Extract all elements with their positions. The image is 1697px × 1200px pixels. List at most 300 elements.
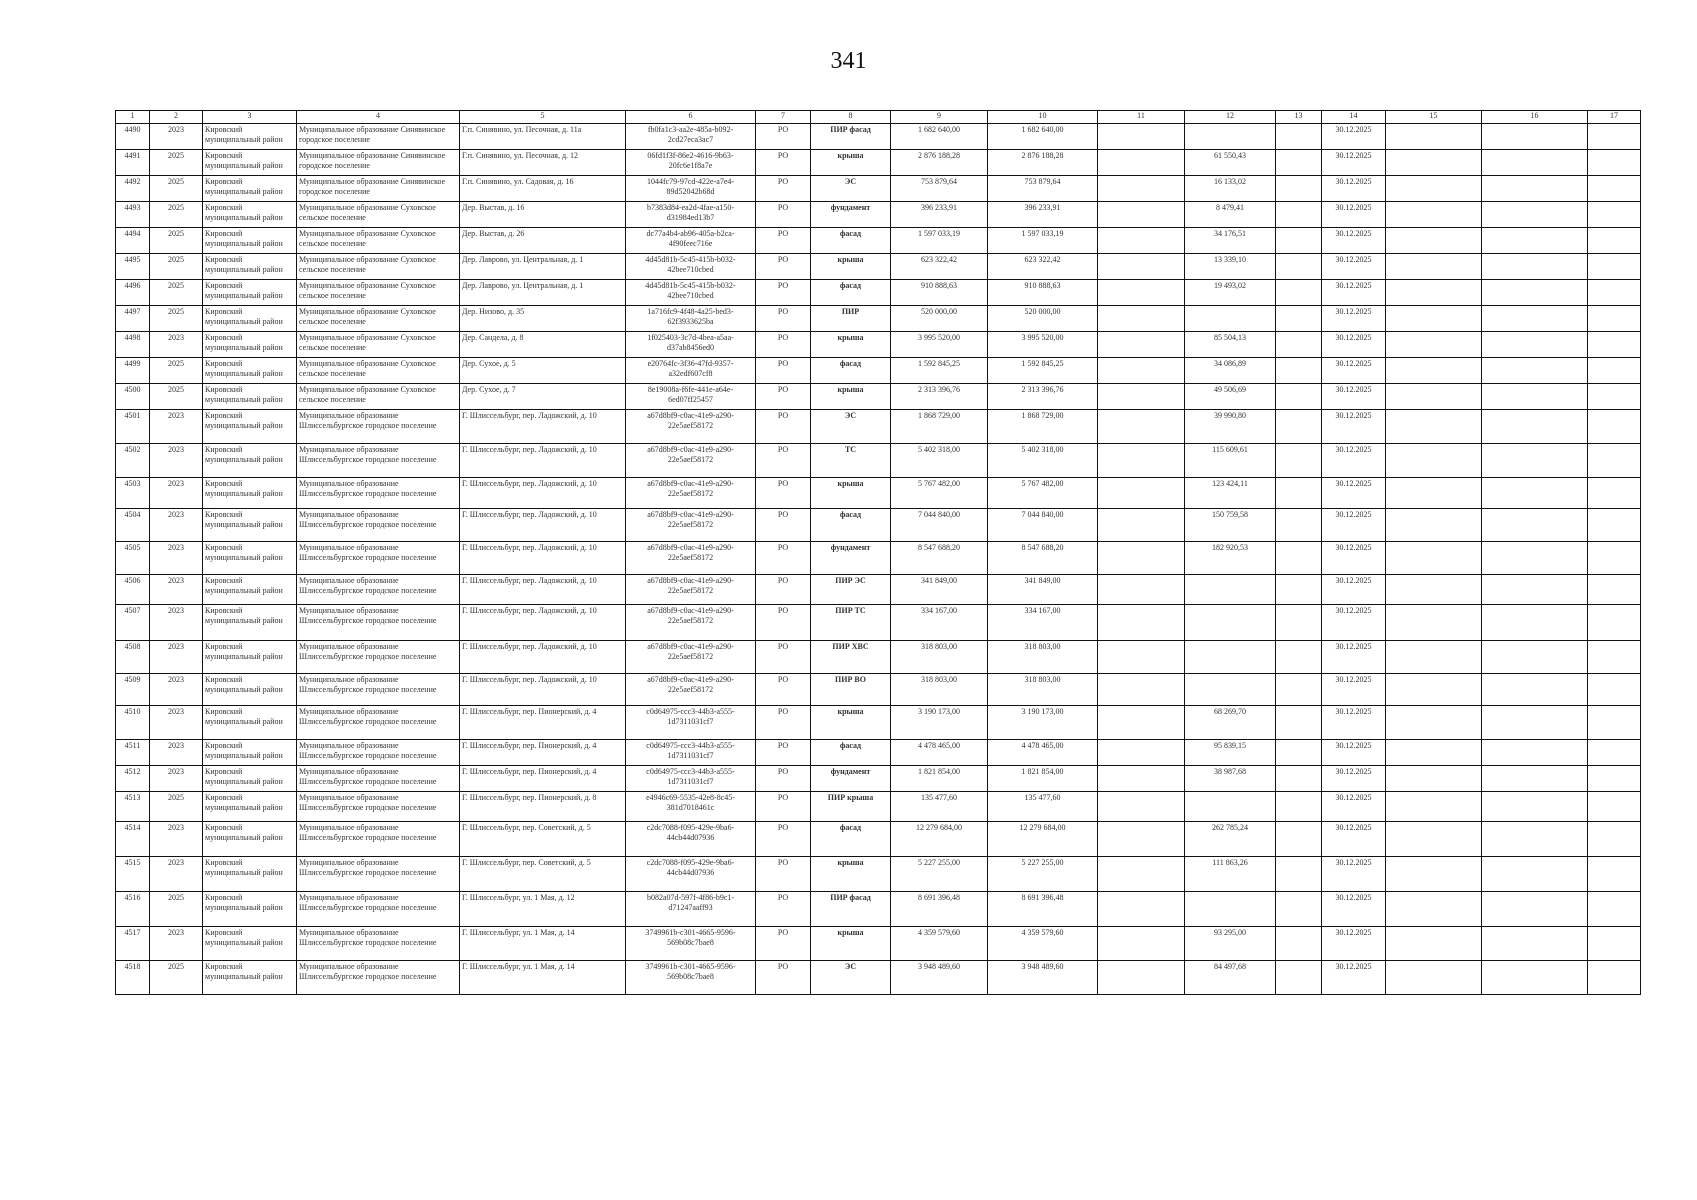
- cell-cost: 1 868 729,00: [891, 410, 988, 444]
- cell-col-16: [1482, 202, 1588, 228]
- cell-municipality: Муниципальное образование Шлиссельбургское городское поселение: [297, 740, 460, 766]
- cell-col-12: [1185, 674, 1276, 706]
- cell-work-type: фундамент: [811, 766, 891, 792]
- cell-cost: 3 995 520,00: [891, 332, 988, 358]
- cell-work-type: крыша: [811, 254, 891, 280]
- cell-cost-fund: 1 592 845,25: [988, 358, 1098, 384]
- cell-col-15: [1386, 384, 1482, 410]
- column-header: 17: [1588, 111, 1641, 124]
- cell-number: 4492: [116, 176, 150, 202]
- cell-number: 4506: [116, 575, 150, 605]
- cell-year: 2023: [150, 822, 203, 857]
- cell-address: Г. Шлиссельбург, ул. 1 Мая, д. 14: [460, 961, 626, 995]
- cell-work-type: ЭС: [811, 410, 891, 444]
- cell-work-type: фундамент: [811, 202, 891, 228]
- cell-cost-fund: 318 803,00: [988, 674, 1098, 706]
- cell-col-15: [1386, 641, 1482, 674]
- cell-district: Кировский муниципальный район: [203, 410, 297, 444]
- cell-deadline: 30.12.2025: [1322, 306, 1386, 332]
- cell-municipality: Муниципальное образование Шлиссельбургское городское поселение: [297, 641, 460, 674]
- table-row: [116, 822, 1641, 857]
- cell-district: Кировский муниципальный район: [203, 641, 297, 674]
- cell-col-16: [1482, 444, 1588, 478]
- cell-address: Г. Шлиссельбург, ул. 1 Мая, д. 14: [460, 927, 626, 961]
- cell-municipality: Муниципальное образование Синявинское городское поселение: [297, 150, 460, 176]
- column-header: 12: [1185, 111, 1276, 124]
- table-row: [116, 706, 1641, 740]
- cell-address: Г.п. Синявино, ул. Садовая, д. 16: [460, 176, 626, 202]
- cell-cost-fund: 341 849,00: [988, 575, 1098, 605]
- cell-address: Г. Шлиссельбург, пер. Ладожский, д. 10: [460, 509, 626, 542]
- cell-col-12: 34 176,51: [1185, 228, 1276, 254]
- cell-col-13: [1276, 641, 1322, 674]
- cell-source: РО: [756, 857, 811, 892]
- cell-deadline: 30.12.2025: [1322, 254, 1386, 280]
- cell-address: Дер. Сандела, д. 8: [460, 332, 626, 358]
- cell-col-15: [1386, 892, 1482, 927]
- cell-col-13: [1276, 792, 1322, 822]
- cell-house-guid: dc77a4b4-ab96-405a-b2ca-4f90feec716e: [626, 228, 756, 254]
- cell-house-guid: e4946c69-5535-42e8-8c45-381d7018461c: [626, 792, 756, 822]
- cell-col-12: [1185, 124, 1276, 150]
- cell-district: Кировский муниципальный район: [203, 358, 297, 384]
- cell-source: РО: [756, 306, 811, 332]
- cell-work-type: крыша: [811, 384, 891, 410]
- cell-deadline: 30.12.2025: [1322, 822, 1386, 857]
- cell-col-13: [1276, 740, 1322, 766]
- cell-source: РО: [756, 478, 811, 509]
- column-header: 4: [297, 111, 460, 124]
- cell-cost: 12 279 684,00: [891, 822, 988, 857]
- cell-source: РО: [756, 605, 811, 641]
- cell-col-15: [1386, 792, 1482, 822]
- cell-col-17: [1588, 150, 1641, 176]
- cell-house-guid: c0d64975-ccc3-44b3-a555-1d7311031cf7: [626, 740, 756, 766]
- cell-number: 4513: [116, 792, 150, 822]
- cell-district: Кировский муниципальный район: [203, 822, 297, 857]
- cell-cost-fund: 520 000,00: [988, 306, 1098, 332]
- column-header: 10: [988, 111, 1098, 124]
- cell-year: 2025: [150, 961, 203, 995]
- cell-source: РО: [756, 176, 811, 202]
- cell-col-16: [1482, 228, 1588, 254]
- cell-cost-fund: 1 821 854,00: [988, 766, 1098, 792]
- cell-col-17: [1588, 792, 1641, 822]
- cell-house-guid: 8e19008a-f6fe-441e-a64e-6ed07ff25457: [626, 384, 756, 410]
- cell-col-13: [1276, 306, 1322, 332]
- cell-work-type: ПИР крыша: [811, 792, 891, 822]
- cell-col-17: [1588, 478, 1641, 509]
- cell-col-11: [1098, 641, 1185, 674]
- cell-col-13: [1276, 542, 1322, 575]
- cell-district: Кировский муниципальный район: [203, 575, 297, 605]
- cell-col-12: [1185, 575, 1276, 605]
- cell-address: Г. Шлиссельбург, ул. 1 Мая, д. 12: [460, 892, 626, 927]
- cell-col-13: [1276, 444, 1322, 478]
- cell-col-15: [1386, 605, 1482, 641]
- cell-cost-fund: 7 044 840,00: [988, 509, 1098, 542]
- cell-municipality: Муниципальное образование Шлиссельбургское городское поселение: [297, 674, 460, 706]
- cell-cost: 5 227 255,00: [891, 857, 988, 892]
- cell-col-17: [1588, 641, 1641, 674]
- table-row: [116, 766, 1641, 792]
- cell-col-13: [1276, 892, 1322, 927]
- cell-cost-fund: 5 767 482,00: [988, 478, 1098, 509]
- cell-house-guid: 4d45d81b-5c45-415b-b032-42bee710cbed: [626, 280, 756, 306]
- cell-col-13: [1276, 254, 1322, 280]
- cell-year: 2023: [150, 478, 203, 509]
- cell-source: РО: [756, 509, 811, 542]
- cell-col-13: [1276, 150, 1322, 176]
- cell-work-type: фасад: [811, 822, 891, 857]
- cell-cost-fund: 3 995 520,00: [988, 332, 1098, 358]
- column-header: 13: [1276, 111, 1322, 124]
- cell-address: Дер. Выстав, д. 16: [460, 202, 626, 228]
- column-header: 11: [1098, 111, 1185, 124]
- cell-col-12: 93 295,00: [1185, 927, 1276, 961]
- cell-cost: 341 849,00: [891, 575, 988, 605]
- cell-col-15: [1386, 306, 1482, 332]
- cell-col-17: [1588, 892, 1641, 927]
- cell-source: РО: [756, 927, 811, 961]
- cell-source: РО: [756, 892, 811, 927]
- cell-district: Кировский муниципальный район: [203, 605, 297, 641]
- cell-deadline: 30.12.2025: [1322, 792, 1386, 822]
- cell-district: Кировский муниципальный район: [203, 124, 297, 150]
- cell-col-12: 115 609,61: [1185, 444, 1276, 478]
- cell-district: Кировский муниципальный район: [203, 306, 297, 332]
- cell-municipality: Муниципальное образование Синявинское городское поселение: [297, 176, 460, 202]
- cell-col-17: [1588, 254, 1641, 280]
- cell-address: Дер. Выстав, д. 26: [460, 228, 626, 254]
- cell-col-11: [1098, 857, 1185, 892]
- column-header: 16: [1482, 111, 1588, 124]
- table-row: [116, 927, 1641, 961]
- cell-source: РО: [756, 444, 811, 478]
- cell-district: Кировский муниципальный район: [203, 332, 297, 358]
- cell-col-12: 34 086,89: [1185, 358, 1276, 384]
- cell-municipality: Муниципальное образование Суховское сельское поселение: [297, 280, 460, 306]
- cell-cost: 7 044 840,00: [891, 509, 988, 542]
- cell-deadline: 30.12.2025: [1322, 961, 1386, 995]
- cell-number: 4518: [116, 961, 150, 995]
- cell-district: Кировский муниципальный район: [203, 280, 297, 306]
- cell-number: 4509: [116, 674, 150, 706]
- cell-source: РО: [756, 961, 811, 995]
- cell-col-15: [1386, 444, 1482, 478]
- column-header: 14: [1322, 111, 1386, 124]
- cell-cost: 520 000,00: [891, 306, 988, 332]
- cell-address: Г. Шлиссельбург, пер. Ладожский, д. 10: [460, 410, 626, 444]
- cell-cost: 623 322,42: [891, 254, 988, 280]
- cell-year: 2023: [150, 332, 203, 358]
- cell-col-11: [1098, 444, 1185, 478]
- cell-deadline: 30.12.2025: [1322, 332, 1386, 358]
- cell-number: 4494: [116, 228, 150, 254]
- column-header: 3: [203, 111, 297, 124]
- cell-deadline: 30.12.2025: [1322, 176, 1386, 202]
- cell-col-15: [1386, 961, 1482, 995]
- cell-work-type: фундамент: [811, 542, 891, 575]
- cell-cost-fund: 753 879,64: [988, 176, 1098, 202]
- cell-col-17: [1588, 740, 1641, 766]
- cell-col-11: [1098, 766, 1185, 792]
- cell-col-16: [1482, 766, 1588, 792]
- cell-district: Кировский муниципальный район: [203, 792, 297, 822]
- cell-year: 2025: [150, 150, 203, 176]
- cell-address: Г. Шлиссельбург, пер. Советский, д. 5: [460, 857, 626, 892]
- cell-address: Дер. Низово, д. 35: [460, 306, 626, 332]
- cell-col-16: [1482, 254, 1588, 280]
- cell-col-16: [1482, 706, 1588, 740]
- cell-municipality: Муниципальное образование Шлиссельбургское городское поселение: [297, 857, 460, 892]
- cell-cost: 2 313 396,76: [891, 384, 988, 410]
- cell-col-17: [1588, 542, 1641, 575]
- column-header: 5: [460, 111, 626, 124]
- cell-cost-fund: 396 233,91: [988, 202, 1098, 228]
- cell-col-11: [1098, 202, 1185, 228]
- cell-number: 4515: [116, 857, 150, 892]
- cell-col-16: [1482, 857, 1588, 892]
- table-row: [116, 674, 1641, 706]
- cell-col-12: 49 506,69: [1185, 384, 1276, 410]
- cell-col-15: [1386, 706, 1482, 740]
- cell-col-15: [1386, 857, 1482, 892]
- cell-cost: 910 888,63: [891, 280, 988, 306]
- cell-source: РО: [756, 740, 811, 766]
- cell-municipality: Муниципальное образование Шлиссельбургское городское поселение: [297, 444, 460, 478]
- cell-district: Кировский муниципальный район: [203, 927, 297, 961]
- cell-col-17: [1588, 706, 1641, 740]
- cell-col-13: [1276, 384, 1322, 410]
- cell-number: 4512: [116, 766, 150, 792]
- cell-source: РО: [756, 150, 811, 176]
- cell-house-guid: a67d8bf9-c0ac-41e9-a290-22e5aef58172: [626, 444, 756, 478]
- cell-house-guid: b7383d84-ea2d-4fae-a150-d31984ed13b7: [626, 202, 756, 228]
- cell-source: РО: [756, 641, 811, 674]
- cell-source: РО: [756, 228, 811, 254]
- cell-number: 4493: [116, 202, 150, 228]
- cell-year: 2023: [150, 766, 203, 792]
- cell-year: 2023: [150, 605, 203, 641]
- cell-col-12: [1185, 605, 1276, 641]
- cell-col-15: [1386, 674, 1482, 706]
- cell-col-12: 13 339,10: [1185, 254, 1276, 280]
- cell-col-13: [1276, 674, 1322, 706]
- cell-source: РО: [756, 254, 811, 280]
- cell-year: 2023: [150, 410, 203, 444]
- header-row: [116, 111, 1641, 124]
- cell-number: 4516: [116, 892, 150, 927]
- cell-col-12: 262 785,24: [1185, 822, 1276, 857]
- cell-number: 4511: [116, 740, 150, 766]
- cell-year: 2025: [150, 176, 203, 202]
- cell-col-11: [1098, 542, 1185, 575]
- cell-col-15: [1386, 410, 1482, 444]
- cell-col-11: [1098, 124, 1185, 150]
- cell-col-16: [1482, 822, 1588, 857]
- cell-col-13: [1276, 927, 1322, 961]
- cell-district: Кировский муниципальный район: [203, 674, 297, 706]
- cell-house-guid: a67d8bf9-c0ac-41e9-a290-22e5aef58172: [626, 575, 756, 605]
- column-header: 1: [116, 111, 150, 124]
- cell-year: 2025: [150, 306, 203, 332]
- cell-house-guid: 1a716fc9-4f48-4a25-bed3-62f3933625ba: [626, 306, 756, 332]
- cell-col-16: [1482, 150, 1588, 176]
- cell-col-16: [1482, 410, 1588, 444]
- cell-number: 4496: [116, 280, 150, 306]
- cell-col-13: [1276, 410, 1322, 444]
- cell-work-type: ПИР ХВС: [811, 641, 891, 674]
- cell-source: РО: [756, 792, 811, 822]
- cell-house-guid: a67d8bf9-c0ac-41e9-a290-22e5aef58172: [626, 410, 756, 444]
- cell-col-13: [1276, 228, 1322, 254]
- cell-municipality: Муниципальное образование Суховское сельское поселение: [297, 358, 460, 384]
- cell-municipality: Муниципальное образование Шлиссельбургское городское поселение: [297, 792, 460, 822]
- cell-cost: 318 803,00: [891, 641, 988, 674]
- cell-deadline: 30.12.2025: [1322, 150, 1386, 176]
- cell-col-15: [1386, 358, 1482, 384]
- cell-district: Кировский муниципальный район: [203, 857, 297, 892]
- cell-col-11: [1098, 822, 1185, 857]
- cell-col-17: [1588, 961, 1641, 995]
- cell-col-11: [1098, 176, 1185, 202]
- cell-work-type: фасад: [811, 358, 891, 384]
- cell-address: Г. Шлиссельбург, пер. Ладожский, д. 10: [460, 674, 626, 706]
- table-row: [116, 542, 1641, 575]
- table-row: [116, 961, 1641, 995]
- cell-work-type: ПИР: [811, 306, 891, 332]
- cell-col-12: 19 493,02: [1185, 280, 1276, 306]
- cell-col-11: [1098, 306, 1185, 332]
- cell-address: Г. Шлиссельбург, пер. Ладожский, д. 10: [460, 575, 626, 605]
- cell-number: 4517: [116, 927, 150, 961]
- cell-col-13: [1276, 202, 1322, 228]
- cell-number: 4500: [116, 384, 150, 410]
- cell-col-11: [1098, 509, 1185, 542]
- cell-address: Г. Шлиссельбург, пер. Пионерский, д. 4: [460, 706, 626, 740]
- cell-col-16: [1482, 509, 1588, 542]
- cell-col-11: [1098, 674, 1185, 706]
- table-row: [116, 306, 1641, 332]
- cell-address: Дер. Сухое, д. 7: [460, 384, 626, 410]
- cell-col-12: [1185, 306, 1276, 332]
- cell-col-17: [1588, 674, 1641, 706]
- cell-municipality: Муниципальное образование Шлиссельбургское городское поселение: [297, 961, 460, 995]
- cell-source: РО: [756, 124, 811, 150]
- cell-cost: 753 879,64: [891, 176, 988, 202]
- cell-col-16: [1482, 124, 1588, 150]
- table-row: [116, 641, 1641, 674]
- cell-municipality: Муниципальное образование Шлиссельбургское городское поселение: [297, 766, 460, 792]
- cell-col-17: [1588, 410, 1641, 444]
- cell-number: 4510: [116, 706, 150, 740]
- cell-col-13: [1276, 822, 1322, 857]
- cell-col-12: [1185, 892, 1276, 927]
- cell-col-15: [1386, 575, 1482, 605]
- cell-address: Г. Шлиссельбург, пер. Пионерский, д. 4: [460, 740, 626, 766]
- cell-district: Кировский муниципальный район: [203, 706, 297, 740]
- cell-year: 2023: [150, 124, 203, 150]
- cell-col-11: [1098, 254, 1185, 280]
- cell-work-type: крыша: [811, 478, 891, 509]
- cell-col-15: [1386, 332, 1482, 358]
- cell-year: 2025: [150, 358, 203, 384]
- cell-col-17: [1588, 444, 1641, 478]
- cell-cost: 3 948 489,60: [891, 961, 988, 995]
- cell-col-17: [1588, 927, 1641, 961]
- cell-col-15: [1386, 202, 1482, 228]
- cell-cost: 8 691 396,48: [891, 892, 988, 927]
- cell-district: Кировский муниципальный район: [203, 228, 297, 254]
- cell-source: РО: [756, 332, 811, 358]
- column-header: 8: [811, 111, 891, 124]
- cell-work-type: крыша: [811, 332, 891, 358]
- cell-col-17: [1588, 857, 1641, 892]
- cell-col-11: [1098, 575, 1185, 605]
- cell-cost: 3 190 173,00: [891, 706, 988, 740]
- cell-year: 2023: [150, 857, 203, 892]
- cell-cost-fund: 3 948 489,60: [988, 961, 1098, 995]
- cell-col-11: [1098, 332, 1185, 358]
- cell-col-11: [1098, 228, 1185, 254]
- cell-year: 2023: [150, 706, 203, 740]
- cell-col-13: [1276, 478, 1322, 509]
- cell-address: Г. Шлиссельбург, пер. Ладожский, д. 10: [460, 641, 626, 674]
- cell-cost-fund: 318 803,00: [988, 641, 1098, 674]
- column-header: 15: [1386, 111, 1482, 124]
- cell-district: Кировский муниципальный район: [203, 740, 297, 766]
- cell-cost: 5 402 318,00: [891, 444, 988, 478]
- cell-deadline: 30.12.2025: [1322, 542, 1386, 575]
- cell-address: Г. Шлиссельбург, пер. Ладожский, д. 10: [460, 444, 626, 478]
- cell-district: Кировский муниципальный район: [203, 150, 297, 176]
- cell-col-13: [1276, 509, 1322, 542]
- cell-source: РО: [756, 358, 811, 384]
- cell-deadline: 30.12.2025: [1322, 444, 1386, 478]
- cell-house-guid: a67d8bf9-c0ac-41e9-a290-22e5aef58172: [626, 674, 756, 706]
- column-header: 9: [891, 111, 988, 124]
- cell-cost-fund: 12 279 684,00: [988, 822, 1098, 857]
- cell-col-13: [1276, 358, 1322, 384]
- cell-col-16: [1482, 792, 1588, 822]
- cell-district: Кировский муниципальный район: [203, 254, 297, 280]
- cell-municipality: Муниципальное образование Шлиссельбургское городское поселение: [297, 605, 460, 641]
- cell-col-13: [1276, 332, 1322, 358]
- page-number: 341: [830, 48, 867, 74]
- cell-col-16: [1482, 358, 1588, 384]
- cell-col-15: [1386, 542, 1482, 575]
- cell-cost-fund: 5 402 318,00: [988, 444, 1098, 478]
- cell-municipality: Муниципальное образование Суховское сельское поселение: [297, 202, 460, 228]
- cell-cost: 1 682 640,00: [891, 124, 988, 150]
- cell-col-12: 123 424,11: [1185, 478, 1276, 509]
- cell-col-12: 61 550,43: [1185, 150, 1276, 176]
- cell-year: 2025: [150, 254, 203, 280]
- cell-col-15: [1386, 254, 1482, 280]
- cell-number: 4505: [116, 542, 150, 575]
- cell-col-17: [1588, 332, 1641, 358]
- table-row: [116, 740, 1641, 766]
- cell-cost: 1 597 033,19: [891, 228, 988, 254]
- cell-number: 4514: [116, 822, 150, 857]
- cell-district: Кировский муниципальный район: [203, 766, 297, 792]
- cell-municipality: Муниципальное образование Суховское сельское поселение: [297, 332, 460, 358]
- table-row: [116, 792, 1641, 822]
- cell-source: РО: [756, 674, 811, 706]
- cell-cost-fund: 5 227 255,00: [988, 857, 1098, 892]
- cell-work-type: ПИР фасад: [811, 124, 891, 150]
